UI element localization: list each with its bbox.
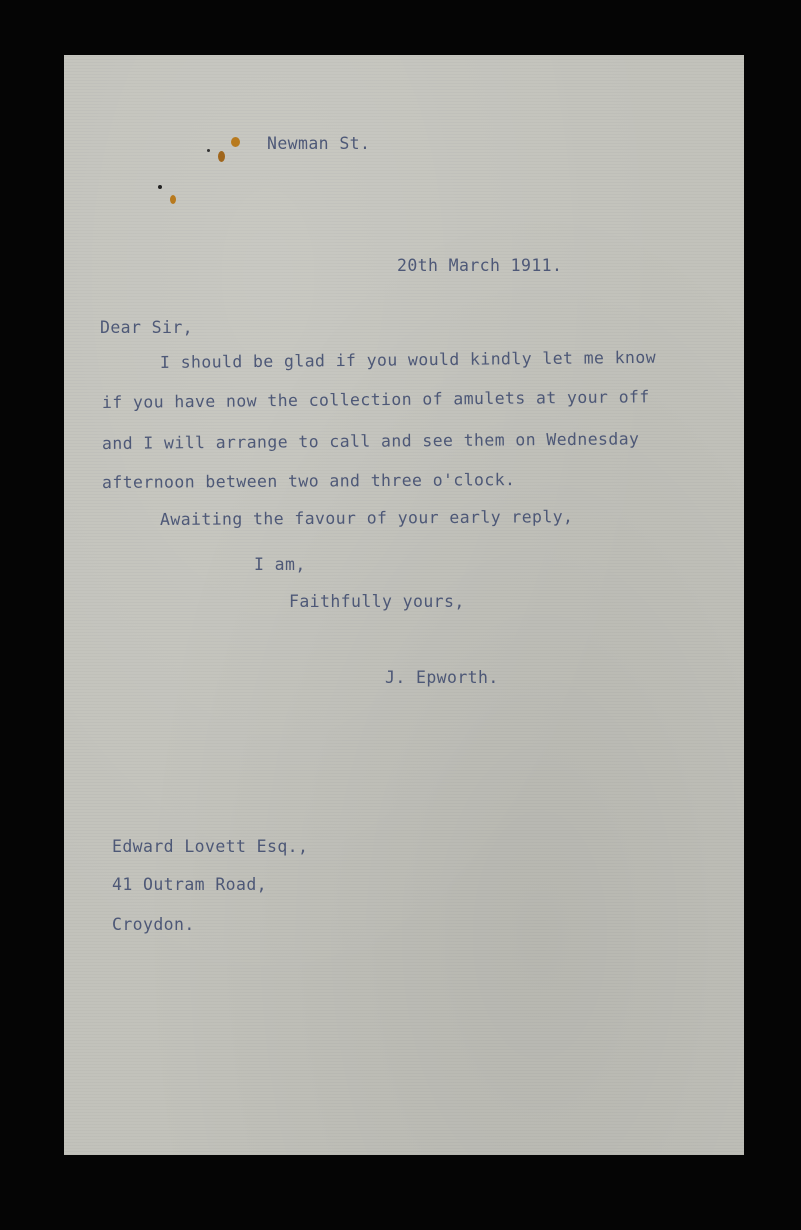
ink-dot <box>158 185 162 189</box>
rust-stain <box>170 195 176 204</box>
ink-dot <box>207 149 210 152</box>
rust-stain <box>218 151 225 162</box>
body-line: and I will arrange to call and see them on Wednesday <box>101 429 640 453</box>
closing-line: Awaiting the favour of your early reply, <box>159 507 574 529</box>
rust-stain <box>231 137 240 147</box>
body-line: if you have now the collection of amulets at your off <box>101 387 650 412</box>
closing-i-am: I am, <box>254 555 306 574</box>
recipient-name: Edward Lovett Esq., <box>112 837 309 856</box>
salutation: Dear Sir, <box>100 318 194 337</box>
body-line: I should be glad if you would kindly let me know <box>159 347 657 372</box>
letter-date: 20th March 1911. <box>397 256 563 275</box>
recipient-street: 41 Outram Road, <box>112 875 268 894</box>
recipient-town: Croydon. <box>112 915 195 934</box>
sender-address: Newman St. <box>267 134 371 153</box>
letter-sheet <box>64 55 744 1155</box>
valediction: Faithfully yours, <box>289 592 465 611</box>
signature: J. Epworth. <box>385 668 499 687</box>
body-line: afternoon between two and three o'clock. <box>101 470 516 492</box>
